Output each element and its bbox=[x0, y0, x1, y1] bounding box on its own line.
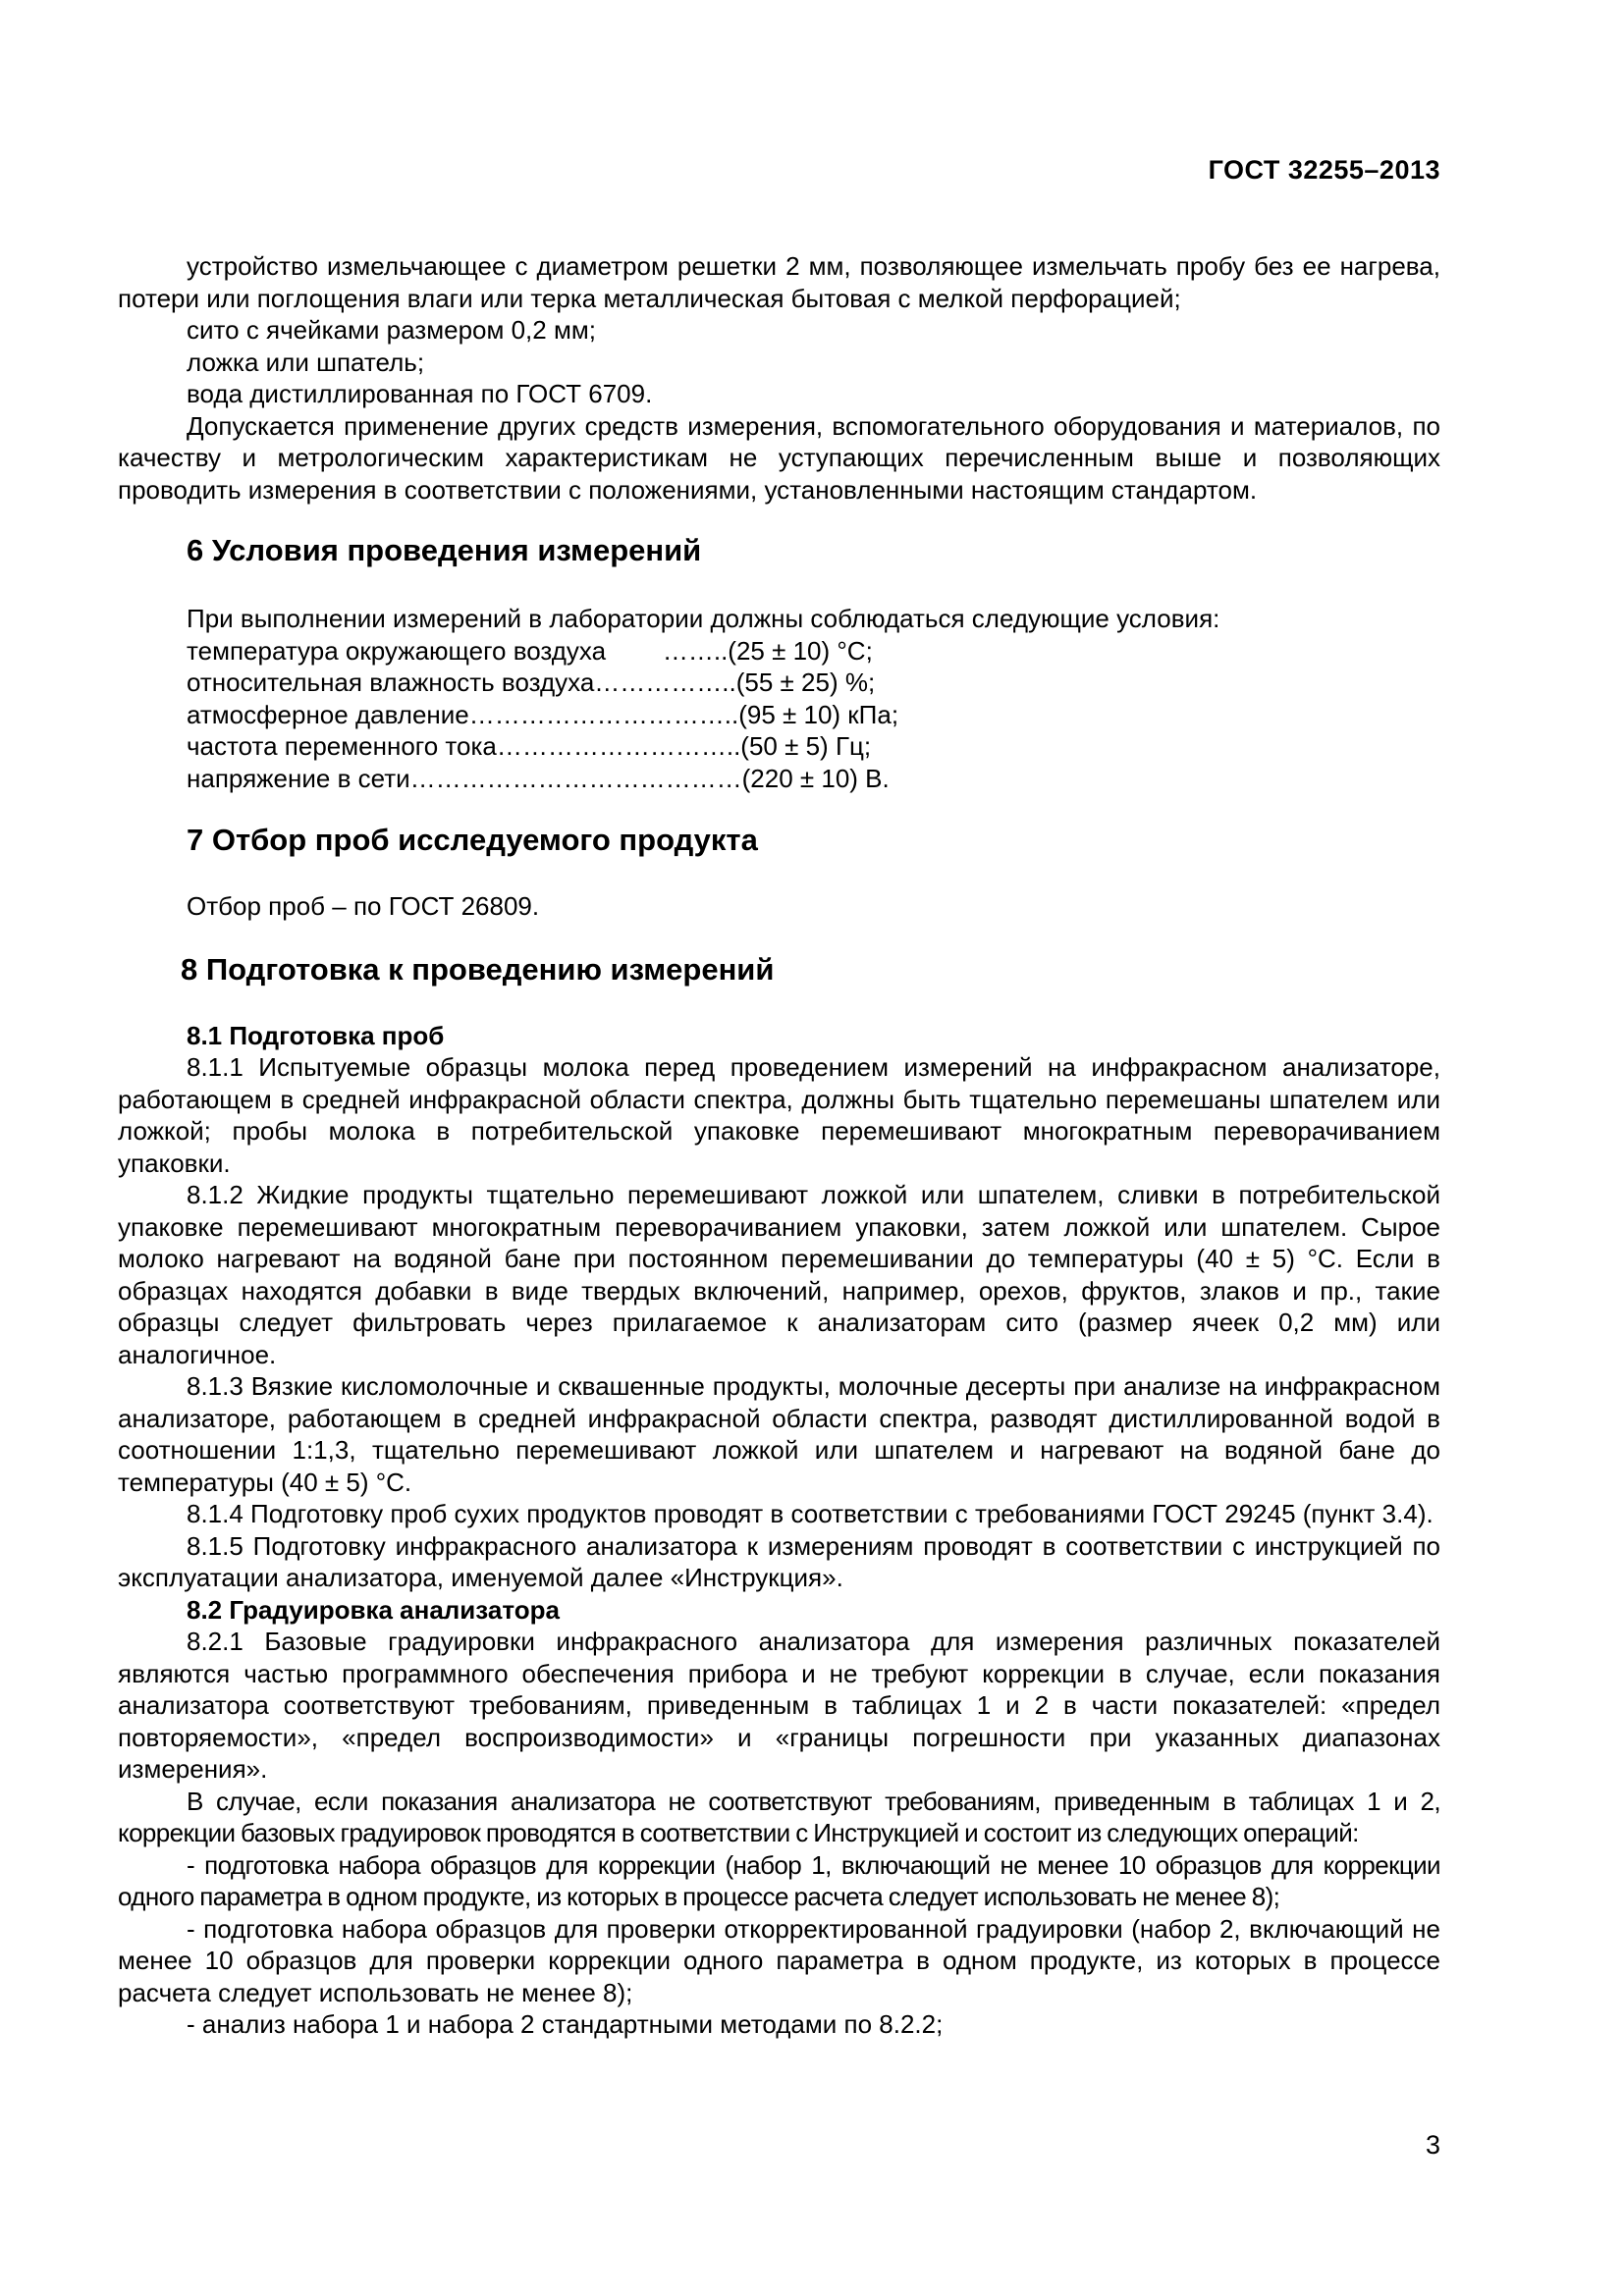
paragraph-8-1-3: 8.1.3 Вязкие кисломолочные и сквашенные продукты, молочные десерты при анализе на инфракрасном анализаторе, работающем в средней инфракрасной области спектра, разводят дистиллированной водой в соотношении 1:1,3, тщательно перемешивают ложкой или шпателем и нагревают на водяной бане до температуры (40 ± 5) °С. bbox=[118, 1371, 1440, 1497]
list-item-analysis: - анализ набора 1 и набора 2 стандартными методами по 8.2.2; bbox=[187, 2009, 944, 2039]
paragraph-8-1-1: 8.1.1 Испытуемые образцы молока перед проведением измерений на инфракрасном анализаторе, работающем в средней инфракрасной области спектра, должны быть тщательно перемешаны шпателем или ложкой; пробы молока в потребительской упаковке перемешивают многократным переворачиванием упаковки. bbox=[118, 1052, 1440, 1178]
document-code-header: ГОСТ 32255–2013 bbox=[1208, 155, 1440, 185]
paragraph-alternatives: Допускается применение других средств измерения, вспомогательного оборудования и материалов, по качеству и метрологическим характеристикам не уступающих перечисленным выше и позволяющих проводить измерения в соответствии с положениями, установленными настоящим стандартом. bbox=[118, 410, 1440, 505]
condition-temperature: температура окружающего воздуха ……..(25 ± 10) °С; bbox=[187, 635, 873, 666]
section-8-title: 8 Подготовка к проведению измерений bbox=[181, 951, 775, 987]
page-number: 3 bbox=[1425, 2130, 1440, 2160]
paragraph-8-1-2: 8.1.2 Жидкие продукты тщательно перемешивают ложкой или шпателем, сливки в потребительской упаковке перемешивают многократным переворачиванием упаковки, затем ложкой или шпателем. Сырое молоко нагревают на водяной бане при постоянном перемешивании до температуры (40 ± 5) °С. Если в образцах находятся добавки в виде твердых включений, например, орехов, фруктов, злаков и пр., такие образцы следует фильтровать через прилагаемое к анализаторам сито (размер ячеек 0,2 мм) или аналогичное. bbox=[118, 1180, 1440, 1369]
paragraph-water: вода дистиллированная по ГОСТ 6709. bbox=[187, 379, 653, 408]
subsection-8-1-title: 8.1 Подготовка проб bbox=[187, 1020, 445, 1050]
condition-frequency: частота переменного тока………………………..(50 ± 5) Гц; bbox=[187, 731, 872, 761]
paragraph-grinder: устройство измельчающее с диаметром решетки 2 мм, позволяющее измельчать пробу без ее нагрева, потери или поглощения влаги или терка металлическая бытовая с мелкой перфорацией; bbox=[118, 251, 1440, 313]
paragraph-spoon: ложка или шпатель; bbox=[187, 347, 425, 377]
paragraph-8-1-4: 8.1.4 Подготовку проб сухих продуктов проводят в соответствии с требованиями ГОСТ 29245 (пункт 3.4). bbox=[187, 1499, 1434, 1528]
page-content bbox=[118, 250, 1440, 2041]
section-7-text: Отбор проб – по ГОСТ 26809. bbox=[187, 891, 540, 921]
section-7-title: 7 Отбор проб исследуемого продукта bbox=[187, 823, 758, 857]
list-item-set-2: - подготовка набора образцов для проверки откорректированной градуировки (набор 2, включающий не менее 10 образцов для проверки коррекции одного параметра в одном продукте, из которых в процессе расчета следует использовать не менее 8); bbox=[118, 1913, 1440, 2007]
section-6-lead: При выполнении измерений в лаборатории должны соблюдаться следующие условия: bbox=[187, 604, 1220, 633]
condition-voltage: напряжение в сети…………………………………(220 ± 10) В. bbox=[187, 763, 890, 793]
subsection-8-2-title: 8.2 Градуировка анализатора bbox=[187, 1594, 560, 1625]
condition-humidity: относительная влажность воздуха……………..(55 ± 25) %; bbox=[187, 667, 876, 697]
paragraph-8-2-1-case: В случае, если показания анализатора не соответствуют требованиям, приведенным в таблицах 1 и 2, коррекции базовых градуировок проводятся в соответствии с Инструкцией и состоит из следующих операций: bbox=[118, 1786, 1440, 1847]
paragraph-sieve: сито с ячейками размером 0,2 мм; bbox=[187, 315, 596, 345]
list-item-set-1: - подготовка набора образцов для коррекции (набор 1, включающий не менее 10 образцов для коррекции одного параметра в одном продукте, из которых в процессе расчета следует использовать не менее 8); bbox=[118, 1849, 1440, 1911]
paragraph-8-1-5: 8.1.5 Подготовку инфракрасного анализатора к измерениям проводят в соответствии с инструкцией по эксплуатации анализатора, именуемой далее «Инструкция». bbox=[118, 1530, 1440, 1592]
paragraph-8-2-1: 8.2.1 Базовые градуировки инфракрасного анализатора для измерения различных показателей являются частью программного обеспечения прибора и не требуют коррекции в случае, если показания анализатора соответствуют требованиям, приведенным в таблицах 1 и 2 в части показателей: «предел повторяемости», «предел воспроизводимости» и «границы погрешности при указанных диапазонах измерения». bbox=[118, 1627, 1440, 1784]
section-6-title: 6 Условия проведения измерений bbox=[187, 533, 702, 567]
condition-pressure: атмосферное давление…………………………..(95 ± 10) кПа; bbox=[187, 699, 899, 729]
